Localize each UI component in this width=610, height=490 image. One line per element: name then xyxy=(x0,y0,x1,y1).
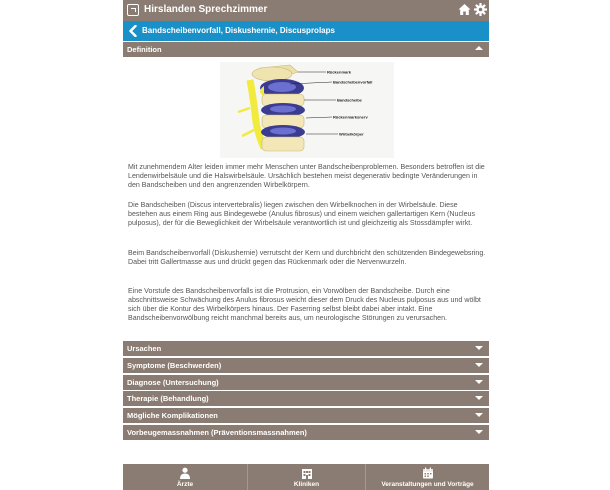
app-logo-icon xyxy=(127,4,139,16)
definition-paragraph: Die Bandscheiben (Discus intervertebralis) liegen zwischen den Wirbelknochen in der Wirbelsäule. Diese bestehen aus einem Ring aus Bindegewebe (Anulus fibrosus) und einem weichen gallertartigen Kern (Nucleus pulposus), der für die Beweglichkeit der Wirbelsäule verantwortlich ist und gleichzeitig als Stossdämpfer wirkt. xyxy=(128,201,476,228)
tab-veranstaltungen[interactable] xyxy=(365,464,489,490)
page-title: Bandscheibenvorfall, Diskushernie, Discusprolaps xyxy=(142,26,335,35)
definition-paragraph: Mit zunehmendem Alter leiden immer mehr Menschen unter Bandscheibenproblemen. Besonders betroffen ist die Lendenwirbelsäule und die Halswirbelsäule. Ursächlich bestehen meist degenerativ bedingte Veränderungen in den Bandscheiben und den angrenzenden Wirbelkörpern. xyxy=(128,163,485,190)
accordion-vorbeugemassnahmen[interactable] xyxy=(123,425,489,440)
accordion-ursachen[interactable] xyxy=(123,341,489,356)
gear-icon[interactable] xyxy=(474,3,487,16)
bottom-tab-bar xyxy=(123,464,489,490)
figure-label: Bandscheibenvorfall xyxy=(333,79,373,85)
top-bar xyxy=(123,0,489,21)
chevron-down-icon xyxy=(475,380,483,384)
definition-paragraph: Eine Vorstufe des Bandscheibenvorfalls ist die Protrusion, ein Vorwölben der Bandscheibe. Durch eine abschnittsweise Schwächung des Anulus fibrosus weicht dieser dem Druck des Nucleus pulposus aus und wölbt sich über die Kontur des Wirbelkörpers hinaus. Der Faserring selbst bleibt dabei aber intakt. Eine Bandscheibenvorwölbung reicht manchmal bereits aus, um neurologische Störungen zu verursachen. xyxy=(128,287,481,323)
accordion-definition[interactable] xyxy=(123,42,489,57)
accordion-label: Therapie (Behandlung) xyxy=(127,394,209,403)
accordion-diagnose[interactable] xyxy=(123,375,489,390)
chevron-down-icon xyxy=(475,413,483,417)
accordion-label: Symptome (Beschwerden) xyxy=(127,361,222,370)
accordion-symptome[interactable] xyxy=(123,358,489,373)
figure-label: Rückenmarksnerv xyxy=(333,114,368,120)
back-chevron-icon[interactable] xyxy=(128,25,138,37)
app-title: Hirslanden Sprechzimmer xyxy=(144,4,268,15)
accordion-label: Diagnose (Untersuchung) xyxy=(127,378,219,387)
accordion-label: Mögliche Komplikationen xyxy=(127,411,218,420)
chevron-down-icon xyxy=(475,363,483,367)
figure-label: Bandscheibe xyxy=(337,97,362,103)
tab-label: Ärzte xyxy=(176,481,194,488)
figure-label: Rückenmark xyxy=(327,69,352,75)
spine-illustration xyxy=(220,62,394,158)
calendar-icon xyxy=(422,467,434,479)
tab-label: Kliniken xyxy=(293,481,320,488)
chevron-down-icon xyxy=(475,430,483,434)
chevron-down-icon xyxy=(475,396,483,400)
hospital-icon xyxy=(301,467,313,479)
accordion-label: Definition xyxy=(127,45,162,54)
app-window xyxy=(123,0,489,490)
chevron-up-icon xyxy=(475,46,483,50)
tab-kliniken[interactable] xyxy=(247,464,365,490)
chevron-down-icon xyxy=(475,346,483,350)
accordion-komplikationen[interactable] xyxy=(123,408,489,423)
definition-paragraph: Beim Bandscheibenvorfall (Diskushernie) verrutscht der Kern und durchbricht den schützenden Bindegewebsring. Dabei tritt Gallertmasse aus und drückt gegen das Rückenmark oder die Nervenwurzeln. xyxy=(128,249,486,267)
person-icon xyxy=(179,467,191,479)
accordion-label: Ursachen xyxy=(127,344,162,353)
figure-label: Wirbelkörper xyxy=(339,131,364,137)
tab-label: Veranstaltungen und Vorträge xyxy=(381,481,474,488)
page-header xyxy=(123,21,489,41)
home-icon[interactable] xyxy=(458,3,471,16)
accordion-therapie[interactable] xyxy=(123,391,489,406)
tab-aerzte[interactable] xyxy=(123,464,247,490)
accordion-label: Vorbeugemassnahmen (Präventionsmassnahmen) xyxy=(127,428,307,437)
